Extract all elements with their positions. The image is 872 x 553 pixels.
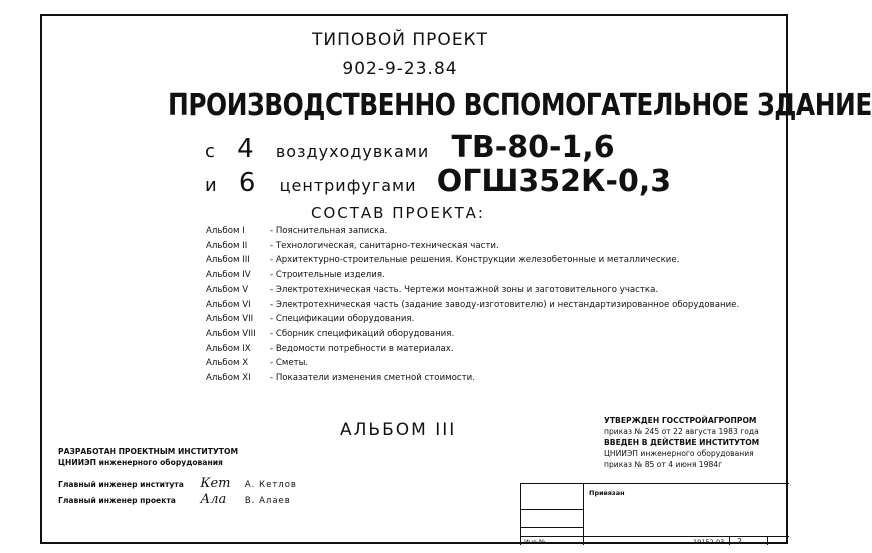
- signature: Ала: [200, 492, 227, 507]
- approval-line: УТВЕРЖДЕН ГОССТРОЙАГРОПРОМ: [604, 416, 757, 425]
- list-item: Альбом III - Архитектурно-строительные решения. Конструкции железобетонные и металлические.: [206, 255, 680, 266]
- engineer-row: [58, 476, 297, 491]
- engineer-row: [58, 492, 291, 507]
- approval-line: приказ № 85 от 4 июня 1984г: [604, 460, 723, 469]
- signature: Кет: [200, 476, 231, 491]
- composition-title: СОСТАВ ПРОЕКТА:: [311, 204, 485, 222]
- line1-model: ТВ-80-1,6: [451, 130, 615, 165]
- line2-prefix: и: [205, 175, 217, 196]
- line2-model: ОГШ352К-0,3: [436, 164, 672, 199]
- list-item: Альбом IX - Ведомости потребности в материалах.: [206, 343, 454, 354]
- list-item: Альбом X - Сметы.: [206, 358, 309, 369]
- line1-count: 4: [237, 134, 254, 164]
- list-item: Альбом I - Пояснительная записка.: [206, 226, 388, 236]
- engineer-role: Главный инженер проекта: [58, 496, 176, 505]
- line2-count: 6: [238, 168, 256, 198]
- approval-line: ВВЕДЕН В ДЕЙСТВИЕ ИНСТИТУТОМ: [604, 438, 760, 447]
- list-item: Альбом VIII - Сборник спецификаций оборудования.: [206, 328, 455, 339]
- approval-line: ЦНИИЭП инженерного оборудования: [604, 449, 754, 458]
- list-item: Альбом VII - Спецификации оборудования.: [206, 314, 415, 325]
- main-title: ПРОИЗВОДСТВЕННО ВСПОМОГАТЕЛЬНОЕ ЗДАНИЕ: [168, 88, 872, 123]
- developer-line: ЦНИИЭП инженерного оборудования: [58, 457, 223, 467]
- engineer-role: Главный инженер института: [58, 480, 184, 489]
- equipment-line-1: [205, 130, 615, 165]
- approval-line: приказ № 245 от 22 августа 1983 года: [604, 427, 759, 436]
- engineer-name: В. Алаев: [244, 496, 291, 506]
- list-item: Альбом II - Технологическая, санитарно-техническая части.: [206, 240, 499, 251]
- line1-word: воздуходувками: [275, 142, 430, 161]
- list-item: Альбом XI - Показатели изменения сметной стоимости.: [206, 373, 475, 384]
- engineer-name: А. Кетлов: [244, 480, 297, 490]
- approval-block: [604, 415, 759, 470]
- album-list: [206, 224, 739, 386]
- project-number: 902-9-23.84: [342, 59, 458, 79]
- current-album: АЛЬБОМ III: [340, 420, 457, 440]
- list-item: Альбом VI - Электротехническая часть (задание заводу-изготовителю) и нестандартизированное оборудование.: [206, 299, 740, 310]
- page-number: 2: [737, 537, 743, 546]
- list-item: Альбом IV - Строительные изделия.: [206, 270, 385, 281]
- developer-line: РАЗРАБОТАН ПРОЕКТНЫМ ИНСТИТУТОМ: [58, 447, 238, 456]
- equipment-line-2: [205, 164, 671, 199]
- list-item: Альбом V - Электротехническая часть. Чертежи монтажной зоны и заготовительного участка.: [206, 284, 659, 295]
- project-type: ТИПОВОЙ ПРОЕКТ: [311, 30, 489, 50]
- line2-word: центрифугами: [279, 176, 417, 195]
- privyazan-label: Привязан: [589, 489, 625, 497]
- developer-block: [58, 447, 238, 468]
- inv-label: Инв.№: [524, 538, 546, 546]
- line1-prefix: с: [205, 141, 215, 162]
- drawing-code: 19152-03: [693, 538, 725, 546]
- title-stamp: [520, 483, 789, 545]
